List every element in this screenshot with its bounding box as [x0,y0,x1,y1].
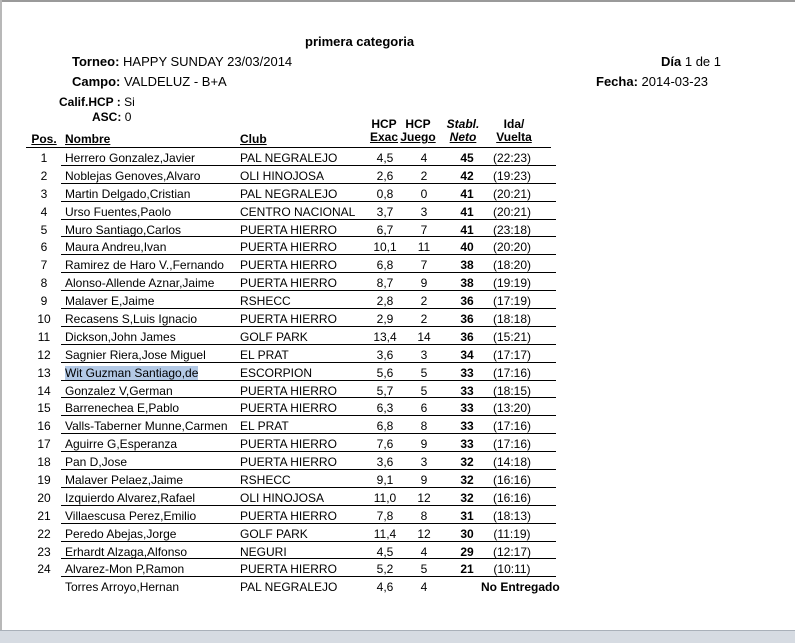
pos-cell: 5 [40,222,48,237]
ida-vuelta-cell: (17:16) [492,365,532,380]
club-cell: PUERTA HIERRO [240,276,337,291]
torneo-label: Torneo: [72,54,120,69]
ida-vuelta-cell: (18:18) [492,312,532,327]
table-row [26,363,556,381]
ida-vuelta-cell: (18:15) [492,383,532,398]
status-note: No Entregado [481,580,560,595]
hcp-juego-cell: 2 [420,294,428,309]
stabl-neto-cell: 34 [460,347,474,362]
club-cell: OLI HINOJOSA [240,490,325,505]
pos-cell: 20 [37,490,51,505]
club-cell: PUERTA HIERRO [240,240,337,255]
results-table [26,148,560,595]
hcp-exac-cell: 4,6 [376,580,394,595]
pos-cell: 15 [37,401,51,416]
stabl-neto-cell: 33 [460,401,474,416]
header-nombre: Nombre [65,132,111,146]
stabl-neto-cell: 31 [460,508,474,523]
hcp-juego-cell: 8 [420,419,428,434]
club-cell: PUERTA HIERRO [240,508,337,523]
hcp-exac-cell: 5,7 [376,383,394,398]
name-cell: Alonso-Allende Aznar,Jaime [65,276,215,291]
pos-cell: 2 [40,168,48,183]
club-cell: PUERTA HIERRO [240,258,337,273]
club-cell: PUERTA HIERRO [240,222,337,237]
table-row [26,237,556,255]
pos-cell: 23 [37,544,51,559]
table-row [26,542,556,560]
ida-vuelta-cell: (18:13) [492,508,532,523]
ida-vuelta-cell: (12:17) [492,544,532,559]
hcp-exac-cell: 2,6 [376,168,394,183]
hcp-juego-cell: 12 [417,490,431,505]
hcp-juego-cell: 3 [420,455,428,470]
table-row [26,416,556,434]
ida-vuelta-cell: (14:18) [492,455,532,470]
name-cell: Valls-Taberner Munne,Carmen [65,419,228,434]
stabl-neto-cell: 32 [460,473,474,488]
window-top-border [0,0,795,2]
ida-vuelta-cell: (22:23) [492,151,532,165]
calif-line [59,95,135,109]
club-cell: GOLF PARK [240,329,308,344]
name-cell: Muro Santiago,Carlos [65,222,182,237]
club-cell: GOLF PARK [240,526,308,541]
name-cell: Sagnier Riera,Jose Miguel [65,347,206,362]
hcp-juego-cell: 2 [420,168,428,183]
hcp-juego-cell: 9 [420,276,428,291]
hcp-exac-cell: 3,7 [376,204,394,219]
ida-vuelta-cell: (20:21) [492,186,532,201]
pos-cell: 7 [40,258,48,273]
club-cell: RSHECC [240,294,291,309]
dia-line [661,54,721,69]
table-row-not-delivered [26,577,560,595]
name-cell: Urso Fuentes,Paolo [65,204,172,219]
hcp-juego-cell: 7 [420,222,428,237]
club-cell: CENTRO NACIONAL [240,204,356,219]
pos-cell: 19 [37,473,51,488]
stabl-neto-cell: 36 [460,329,474,344]
ida-vuelta-cell: (15:21) [492,329,532,344]
table-row [26,434,556,452]
pos-cell: 1 [40,151,48,165]
ida-vuelta-cell: (23:18) [492,222,532,237]
table-row [26,184,556,202]
hcp-juego-cell: 5 [420,562,428,577]
club-cell: PUERTA HIERRO [240,562,337,577]
window-bottom-bar [0,630,795,643]
pos-cell: 3 [40,186,48,201]
ida-vuelta-cell: (13:20) [492,401,532,416]
pos-cell: 17 [37,437,51,452]
window-left-border [0,0,2,642]
header-club: Club [240,132,267,146]
header-ida-vuelta: Ida/ Vuelta [496,117,532,144]
name-cell: Alvarez-Mon P,Ramon [65,562,185,577]
ida-vuelta-cell: (17:17) [492,347,532,362]
ida-vuelta-cell: (18:20) [492,258,532,273]
name-cell: Wit Guzman Santiago,de [65,365,199,380]
club-cell: PUERTA HIERRO [240,437,337,452]
name-cell: Dickson,John James [65,329,176,344]
name-cell: Herrero Gonzalez,Javier [65,151,196,165]
header-hcp-exac: HCP Exac [369,117,399,144]
table-row [26,327,556,345]
hcp-exac-cell: 4,5 [376,544,394,559]
hcp-juego-cell: 9 [420,473,428,488]
report-title: primera categoria [305,34,415,49]
club-cell: PUERTA HIERRO [240,383,337,398]
hcp-exac-cell: 4,5 [376,151,394,165]
asc-line [92,110,131,124]
hcp-juego-cell: 4 [420,544,428,559]
hcp-juego-cell: 0 [420,186,428,201]
hcp-juego-cell: 5 [420,383,428,398]
table-row [26,345,556,363]
stabl-neto-cell: 32 [460,490,474,505]
table-row [26,166,556,184]
club-cell: RSHECC [240,473,291,488]
name-cell: Recasens S,Luis Ignacio [65,312,198,327]
hcp-exac-cell: 3,6 [376,347,394,362]
hcp-juego-cell: 4 [420,580,428,595]
table-row [26,148,556,166]
hcp-juego-cell: 12 [417,526,431,541]
club-cell: PAL NEGRALEJO [240,186,338,201]
stabl-neto-cell: 45 [460,151,474,165]
hcp-exac-cell: 11,0 [373,490,397,505]
hcp-juego-cell: 2 [420,312,428,327]
hcp-juego-cell: 3 [420,347,428,362]
stabl-neto-cell: 40 [460,240,474,255]
header-hcp-juego: HCP Juego [400,117,436,144]
calif-label: Calif.HCP : [59,95,121,109]
table-row [26,398,556,416]
name-cell: Maura Andreu,Ivan [65,240,167,255]
ida-vuelta-cell: (11:19) [493,526,531,541]
club-cell: NEGURI [240,544,287,559]
pos-cell: 14 [37,383,51,398]
pos-cell: 9 [40,294,48,309]
stabl-neto-cell: 36 [460,294,474,309]
club-cell: PAL NEGRALEJO [240,151,338,165]
hcp-exac-cell: 3,6 [376,455,394,470]
club-cell: ESCORPION [240,365,313,380]
campo-line [72,74,227,89]
header-stabl-neto: Stabl. Neto [446,117,480,144]
pos-cell: 8 [40,276,48,291]
stabl-neto-cell: 41 [460,204,474,219]
pos-cell: 4 [40,204,48,219]
name-cell: Torres Arroyo,Hernan [65,580,180,595]
hcp-juego-cell: 6 [420,401,428,416]
pos-cell: 22 [37,526,51,541]
table-row [26,524,556,542]
calif-value: Si [124,95,135,109]
ida-vuelta-cell: (16:16) [492,473,532,488]
dia-value: 1 de 1 [684,54,722,69]
pos-cell: 6 [40,240,48,255]
hcp-juego-cell: 8 [420,508,428,523]
ida-vuelta-cell: (20:20) [492,240,532,255]
club-cell: PAL NEGRALEJO [240,580,338,595]
fecha-label: Fecha: [596,74,638,89]
name-cell: Pan D,Jose [65,455,128,470]
hcp-exac-cell: 0,8 [376,186,394,201]
stabl-neto-cell: 36 [460,312,474,327]
ida-vuelta-cell: (17:16) [492,437,532,452]
stabl-neto-cell: 30 [460,526,474,541]
hcp-juego-cell: 7 [420,258,428,273]
hcp-exac-cell: 6,8 [376,419,394,434]
hcp-exac-cell: 7,6 [376,437,394,452]
hcp-exac-cell: 6,3 [376,401,394,416]
fecha-line [596,74,708,89]
hcp-exac-cell: 2,9 [376,312,394,327]
hcp-juego-cell: 5 [420,365,428,380]
torneo-value: HAPPY SUNDAY 23/03/2014 [123,54,293,69]
table-row [26,291,556,309]
ida-vuelta-cell: (19:23) [492,168,532,183]
table-row [26,273,556,291]
name-cell: Villaescusa Perez,Emilio [65,508,197,523]
table-row [26,220,556,238]
table-row [26,452,556,470]
table-row [26,255,556,273]
hcp-exac-cell: 11,4 [373,526,397,541]
hcp-exac-cell: 9,1 [376,473,394,488]
pos-cell: 11 [37,329,51,344]
hcp-exac-cell: 6,7 [376,222,394,237]
torneo-line [72,54,292,69]
pos-cell: 21 [37,508,51,523]
stabl-neto-cell: 33 [460,383,474,398]
header-pos: Pos. [31,132,57,146]
pos-cell: 13 [37,365,51,380]
hcp-juego-cell: 9 [420,437,428,452]
hcp-exac-cell: 5,6 [376,365,394,380]
stabl-neto-cell: 33 [460,419,474,434]
stabl-neto-cell: 21 [460,562,474,577]
stabl-neto-cell: 42 [460,168,474,183]
hcp-exac-cell: 5,2 [376,562,394,577]
stabl-neto-cell: 33 [460,437,474,452]
hcp-exac-cell: 6,8 [376,258,394,273]
ida-vuelta-cell: (16:16) [492,490,532,505]
stabl-neto-cell: 38 [460,258,474,273]
hcp-juego-cell: 14 [417,329,431,344]
name-cell: Gonzalez V,German [65,383,173,398]
ida-vuelta-cell: (10:11) [493,562,531,577]
table-row [26,381,556,399]
hcp-juego-cell: 3 [420,204,428,219]
club-cell: OLI HINOJOSA [240,168,325,183]
stabl-neto-cell: 41 [460,186,474,201]
ida-vuelta-cell: (19:19) [492,276,532,291]
stabl-neto-cell: 29 [460,544,474,559]
asc-value: 0 [124,110,132,124]
name-cell: Barrenechea E,Pablo [65,401,180,416]
hcp-exac-cell: 8,7 [376,276,394,291]
stabl-neto-cell: 38 [460,276,474,291]
dia-label: Día [661,54,682,69]
hcp-exac-cell: 2,8 [376,294,394,309]
pos-cell: 10 [37,312,51,327]
stabl-neto-cell: 33 [460,365,474,380]
name-cell: Martin Delgado,Cristian [65,186,191,201]
pos-cell: 24 [37,562,51,577]
asc-label: ASC: [92,110,122,124]
table-row [26,488,556,506]
name-cell: Aguirre G,Esperanza [65,437,178,452]
stabl-neto-cell: 32 [460,455,474,470]
name-cell: Peredo Abejas,Jorge [65,526,177,541]
hcp-exac-cell: 7,8 [376,508,394,523]
hcp-juego-cell: 11 [417,240,431,255]
fecha-value: 2014-03-23 [641,74,709,89]
name-cell: Izquierdo Alvarez,Rafael [65,490,196,505]
name-cell: Malaver E,Jaime [65,294,155,309]
club-cell: PUERTA HIERRO [240,312,337,327]
table-row [26,309,556,327]
ida-vuelta-cell: (17:19) [492,294,532,309]
club-cell: PUERTA HIERRO [240,455,337,470]
club-cell: EL PRAT [240,419,289,434]
table-row [26,202,556,220]
pos-cell: 18 [37,455,51,470]
hcp-exac-cell: 13,4 [373,329,397,344]
name-cell: Noblejas Genoves,Alvaro [65,168,201,183]
club-cell: EL PRAT [240,347,289,362]
pos-cell: 12 [37,347,51,362]
stabl-neto-cell: 41 [460,222,474,237]
table-row [26,470,556,488]
campo-value: VALDELUZ - B+A [124,74,227,89]
campo-label: Campo: [72,74,121,89]
club-cell: PUERTA HIERRO [240,401,337,416]
name-cell: Ramirez de Haro V.,Fernando [65,258,224,273]
hcp-exac-cell: 10,1 [373,240,397,255]
ida-vuelta-cell: (20:21) [492,204,532,219]
name-cell: Malaver Pelaez,Jaime [65,473,184,488]
table-row [26,506,556,524]
pos-cell: 16 [37,419,51,434]
table-row [26,559,556,577]
ida-vuelta-cell: (17:16) [492,419,532,434]
hcp-juego-cell: 4 [420,151,428,165]
name-cell: Erhardt Alzaga,Alfonso [65,544,188,559]
